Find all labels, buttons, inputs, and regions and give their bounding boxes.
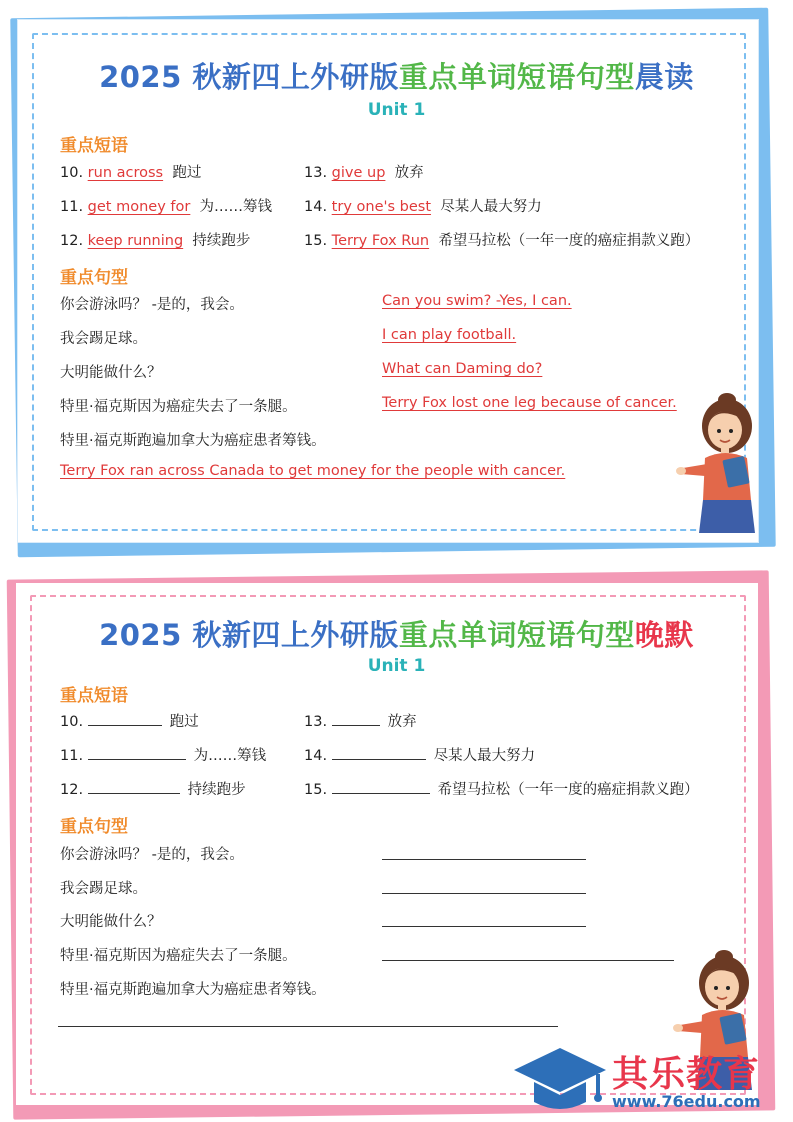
top-phrases-heading: 重点短语: [60, 136, 128, 156]
top-sentence-en-2: I can play football.: [382, 327, 517, 343]
bottom-phrase-14: 14. 尽某人最大努力: [304, 744, 535, 765]
top-sentence-cn-5: 特里·福克斯跑遍加拿大为癌症患者筹钱。: [60, 433, 326, 449]
bottom-phrase-13: 13. 放弃: [304, 710, 417, 731]
answer-line[interactable]: [382, 893, 586, 894]
brand-name: 其乐教育: [612, 1054, 761, 1095]
top-sentences-heading: 重点句型: [60, 268, 128, 288]
top-phrase-15: 15. Terry Fox Run 希望马拉松（一年一度的癌症捐款义跑）: [304, 233, 700, 249]
bottom-sentence-cn-5: 特里·福克斯跑遍加拿大为癌症患者筹钱。: [60, 982, 326, 998]
answer-blank[interactable]: [332, 745, 426, 760]
answer-line[interactable]: [58, 1026, 558, 1027]
bottom-sentences-heading: 重点句型: [60, 817, 128, 837]
answer-blank[interactable]: [88, 711, 162, 726]
top-sentence-cn-4: 特里·福克斯因为癌症失去了一条腿。: [60, 399, 297, 415]
bottom-phrase-15: 15. 希望马拉松（一年一度的癌症捐款义跑）: [304, 778, 699, 799]
bottom-phrases-heading: 重点短语: [60, 686, 128, 706]
top-phrase-13: 13. give up 放弃: [304, 165, 424, 181]
answer-blank[interactable]: [88, 779, 180, 794]
bottom-sentence-cn-4: 特里·福克斯因为癌症失去了一条腿。: [60, 948, 297, 964]
top-sentence-en-3: What can Daming do?: [382, 361, 543, 377]
top-sentence-cn-2: 我会踢足球。: [60, 331, 147, 347]
top-phrase-14: 14. try one's best 尽某人最大努力: [304, 199, 542, 215]
top-phrase-10: 10. run across 跑过: [60, 165, 202, 181]
top-phrase-12: 12. keep running 持续跑步: [60, 233, 251, 249]
bottom-phrase-10: 10. 跑过: [60, 710, 199, 731]
brand-url: www.76edu.com: [612, 1092, 761, 1111]
top-sentence-en-4: Terry Fox lost one leg because of cancer.: [382, 395, 677, 411]
answer-line[interactable]: [382, 960, 674, 961]
bottom-unit-label: Unit 1: [367, 656, 426, 676]
top-sentence-en-5: Terry Fox ran across Canada to get money for the people with cancer.: [60, 463, 566, 479]
top-sentence-en-1: Can you swim? -Yes, I can.: [382, 293, 572, 309]
answer-blank[interactable]: [332, 711, 380, 726]
answer-blank[interactable]: [88, 745, 186, 760]
bottom-sentence-cn-2: 我会踢足球。: [60, 881, 147, 897]
top-unit-label: Unit 1: [367, 100, 426, 120]
top-sentence-cn-1: 你会游泳吗？ -是的，我会。: [60, 297, 244, 313]
bottom-title: 2025 秋新四上外研版重点单词短语句型晚默: [99, 618, 694, 652]
bottom-sentence-cn-1: 你会游泳吗？ -是的，我会。: [60, 847, 244, 863]
top-sentence-cn-3: 大明能做什么？: [60, 365, 162, 381]
bottom-phrase-11: 11. 为……筹钱: [60, 744, 266, 765]
answer-blank[interactable]: [332, 779, 430, 794]
answer-line[interactable]: [382, 926, 586, 927]
top-title: 2025 秋新四上外研版重点单词短语句型晨读: [99, 60, 694, 94]
answer-line[interactable]: [382, 859, 586, 860]
bottom-phrase-12: 12. 持续跑步: [60, 778, 246, 799]
top-phrase-11: 11. get money for 为……筹钱: [60, 199, 273, 215]
bottom-sentence-cn-3: 大明能做什么？: [60, 914, 162, 930]
teacher-illustration: [675, 388, 765, 533]
